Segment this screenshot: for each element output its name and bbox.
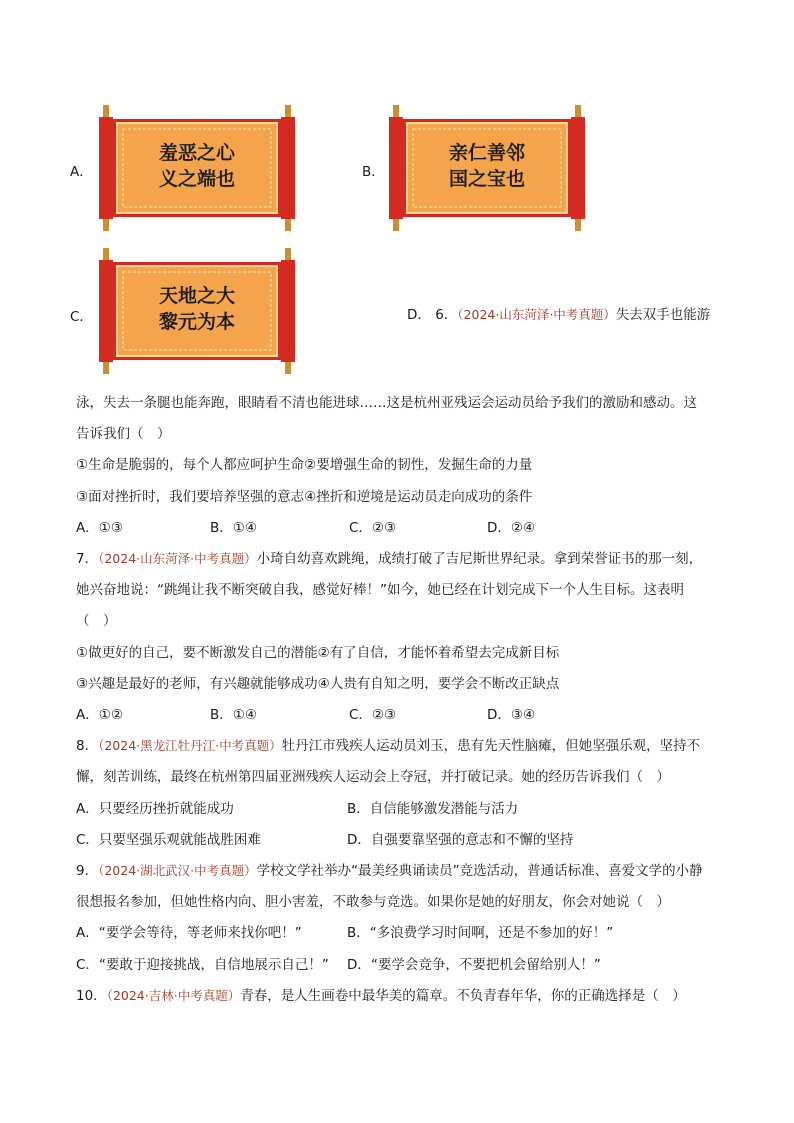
q7-number: 7．: [76, 551, 99, 567]
scroll-a-line1: 羞恶之心: [158, 142, 236, 164]
q9-number: 9．: [76, 863, 99, 879]
option-a-letter: A．: [70, 164, 93, 180]
q7-choice-c[interactable]: C．②③: [349, 707, 397, 723]
option-c-letter: C．: [70, 309, 93, 325]
scroll-image-a: [97, 105, 297, 231]
q9-line2: 很想报名参加，但她性格内向、胆小害羞，不敢参与竞选。如果你是她的好朋友，你会对她说（ ）: [76, 894, 670, 910]
q9-choice-c[interactable]: C．“要敢于迎接挑战，自信地展示自己！”: [76, 957, 329, 973]
q7-line1: [76, 549, 702, 569]
q8-text-start: 牡丹江市残疾人运动员刘玉，患有先天性脑瘫，但她坚强乐观，坚持不: [281, 738, 701, 754]
scroll-b-line1: 亲仁善邻: [448, 142, 526, 164]
q6-choice-a[interactable]: A．①③: [76, 520, 123, 536]
q10-line1: [76, 986, 686, 1006]
q7-line2: 她兴奋地说：“跳绳让我不断突破自我，感觉好棒！”如今，她已经在计划完成下一个人生目标。这表明: [76, 582, 684, 598]
q6-statement-2: ③面对挫折时，我们要培养坚强的意志④挫折和逆境是运动员走向成功的条件: [76, 489, 533, 505]
q7-text-start: 小琦自幼喜欢跳绳，成绩打破了吉尼斯世界纪录。拿到荣誉证书的那一刻，: [256, 551, 703, 567]
q8-source: （2024·黑龙江牡丹江·中考真题）: [98, 738, 282, 753]
q6-line2: 泳，失去一条腿也能奔跑，眼睛看不清也能进球……这是杭州亚残运会运动员给予我们的激励和感动。这: [76, 395, 697, 411]
option-b-letter: B．: [362, 164, 385, 180]
q8-choice-c[interactable]: C．只要坚强乐观就能战胜困难: [76, 832, 261, 848]
q6-number: 6．: [435, 307, 458, 323]
q6-line3: 告诉我们（ ）: [76, 426, 171, 442]
scroll-image-c: [97, 248, 297, 374]
q7-statement-2: ③兴趣是最好的老师，有兴趣就能够成功④人贵有自知之明，要学会不断改正缺点: [76, 676, 560, 692]
scroll-b-line2: 国之宝也: [448, 168, 526, 190]
q10-source: （2024·吉林·中考真题）: [106, 988, 241, 1003]
q7-statement-1: ①做更好的自己，要不断激发自己的潜能②有了自信，才能怀着希望去完成新目标: [76, 645, 560, 661]
scroll-c-line1: 天地之大: [158, 285, 236, 307]
q8-choice-d[interactable]: D．自强要靠坚强的意志和不懈的坚持: [347, 832, 574, 848]
q9-choice-b[interactable]: B．“多浪费学习时间啊，还是不参加的好！”: [347, 925, 614, 941]
q7-choice-a[interactable]: A．①②: [76, 707, 123, 723]
q8-choice-b[interactable]: B．自信能够激发潜能与活力: [347, 801, 519, 817]
q7-choice-b[interactable]: B．①④: [210, 707, 257, 723]
q7-line3: （ ）: [76, 613, 117, 629]
q6-choice-b[interactable]: B．①④: [210, 520, 257, 536]
q7-choice-d[interactable]: D．③④: [487, 707, 536, 723]
q8-line2: 懈，刻苦训练，最终在杭州第四届亚洲残疾人运动会上夺冠，并打破记录。她的经历告诉我们（ ）: [76, 769, 670, 785]
q6-source: （2024·山东菏泽·中考真题）: [457, 307, 616, 322]
scroll-image-b: [387, 105, 587, 231]
q8-number: 8．: [76, 738, 99, 754]
q9-text-start: 学校文学社举办“最美经典诵读员”竞选活动，普通话标准、喜爱文学的小静: [256, 863, 703, 879]
q6-first-line: [407, 305, 710, 325]
q8-line1: [76, 736, 700, 756]
q9-line1: [76, 861, 703, 881]
q7-source: （2024·山东菏泽·中考真题）: [98, 551, 257, 566]
q8-choice-a[interactable]: A．只要经历挫折就能成功: [76, 801, 234, 817]
scroll-a-line2: 义之端也: [158, 168, 236, 190]
q9-source: （2024·湖北武汉·中考真题）: [98, 863, 257, 878]
q9-choice-a[interactable]: A．“要学会等待，等老师来找你吧！”: [76, 925, 302, 941]
q10-text-start: 青春，是人生画卷中最华美的篇章。不负青春年华，你的正确选择是（ ）: [240, 988, 686, 1004]
q6-choice-d[interactable]: D．②④: [487, 520, 536, 536]
q6-choice-c[interactable]: C．②③: [349, 520, 397, 536]
q6-statement-1: ①生命是脆弱的，每个人都应呵护生命②要增强生命的韧性，发掘生命的力量: [76, 457, 533, 473]
q9-choice-d[interactable]: D．“要学会竞争，不要把机会留给别人！”: [347, 957, 601, 973]
option-d-letter: D．: [407, 307, 431, 323]
scroll-c-line2: 黎元为本: [158, 311, 236, 333]
q6-text-start: 失去双手也能游: [615, 307, 711, 323]
q10-number: 10．: [76, 988, 107, 1004]
